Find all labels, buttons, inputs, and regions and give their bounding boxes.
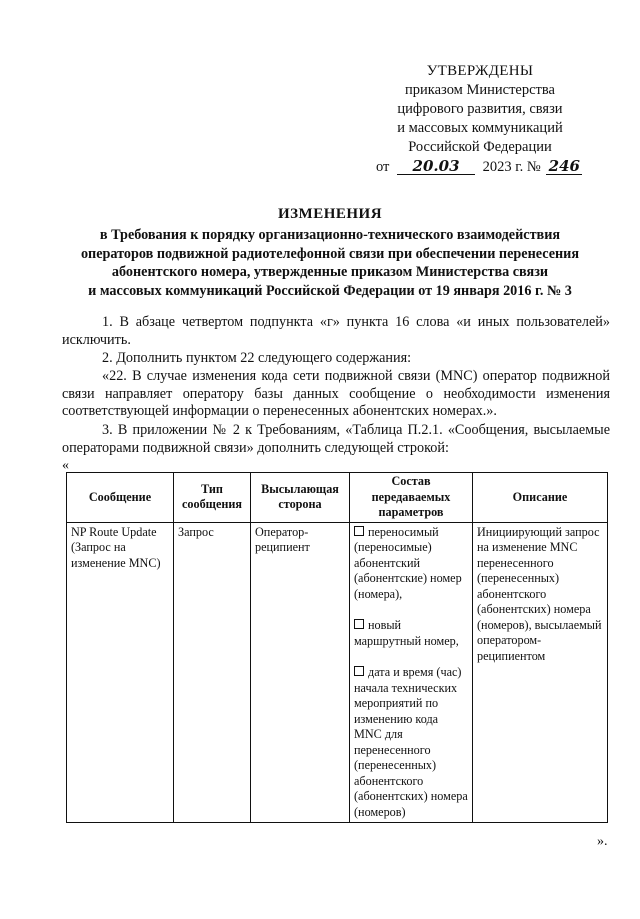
document-title: ИЗМЕНЕНИЯ — [277, 206, 383, 222]
param-item — [354, 525, 468, 603]
approval-line: цифрового развития, связи — [397, 101, 563, 117]
column-header: Высылающая сторона — [251, 473, 350, 523]
column-header: Состав передаваемых параметров — [350, 473, 473, 523]
order-date-line — [376, 158, 582, 176]
approval-line: и массовых коммуникаций — [397, 120, 563, 136]
param-text: дата и время (час) начала технических мероприятий по изменению кода MNC для перенесенного (перенесенных) абонентского (абонентских) номера (номеров) — [354, 665, 468, 819]
handwritten-date: 20.03 — [397, 158, 475, 175]
param-item — [354, 618, 468, 649]
paragraph-4 — [62, 422, 610, 457]
year-text: 2023 г. № — [482, 159, 541, 175]
param-text: переносимый (переносимые) абонентский (абонентские) номер (номера), — [354, 524, 462, 601]
column-header: Сообщение — [67, 473, 174, 523]
table-header-row — [67, 473, 608, 523]
param-text: новый маршрутный номер, — [354, 618, 459, 648]
checkbox-square-icon — [354, 619, 364, 629]
cell-params — [350, 522, 473, 823]
approval-block — [360, 62, 600, 157]
subtitle-line: и массовых коммуникаций Российской Федерации от 19 января 2016 г. № 3 — [88, 282, 572, 299]
date-prefix: от — [376, 159, 390, 175]
paragraph-text: 3. В приложении № 2 к Требованиям, «Таблица П.2.1. «Сообщения, высылаемые операторами подвижной связи» дополнить следующей строкой: — [62, 422, 610, 456]
paragraph-1 — [62, 314, 610, 349]
cell-type: Запрос — [174, 522, 251, 823]
param-item — [354, 665, 468, 820]
approval-line: приказом Министерства — [405, 82, 555, 98]
paragraph-text: 1. В абзаце четвертом подпункта «г» пункта 16 слова «и иных пользователей» исключить. — [62, 314, 610, 348]
checkbox-square-icon — [354, 526, 364, 536]
subtitle-line: операторов подвижной радиотелефонной связи при обеспечении перенесения — [80, 245, 580, 262]
cell-message: NP Route Update (Запрос на изменение MNC) — [67, 522, 174, 823]
closing-quote: ». — [597, 834, 608, 849]
subtitle-line: абонентского номера, утвержденные приказом Министерства связи — [111, 264, 549, 280]
approval-line: Российской Федерации — [408, 139, 552, 155]
messages-table — [66, 472, 608, 823]
paragraph-3 — [62, 368, 610, 421]
approval-heading: УТВЕРЖДЕНЫ — [426, 63, 534, 79]
paragraph-text: «22. В случае изменения кода сети подвижной связи (MNC) оператор подвижной связи направляет оператору базы данных сообщение о необходимости изменения соответствующей информации о перенесенных абонентских номерах.». — [62, 368, 610, 419]
table-row — [67, 522, 608, 823]
opening-quote: « — [62, 458, 69, 473]
checkbox-square-icon — [354, 666, 364, 676]
subtitle-line: в Требования к порядку организационно-технического взаимодействия — [99, 227, 561, 243]
column-header: Тип сообщения — [174, 473, 251, 523]
column-header: Описание — [473, 473, 608, 523]
document-subtitle — [40, 226, 620, 300]
paragraph-text: 2. Дополнить пунктом 22 следующего содержания: — [102, 350, 412, 366]
cell-sender: Оператор-реципиент — [251, 522, 350, 823]
cell-description: Инициирующий запрос на изменение MNC перенесенного (перенесенных) абонентского (абонентских) номера (номеров), высылаемый оператором-реципиентом — [473, 522, 608, 823]
paragraph-2 — [62, 350, 610, 368]
handwritten-order-number: 246 — [546, 158, 582, 175]
